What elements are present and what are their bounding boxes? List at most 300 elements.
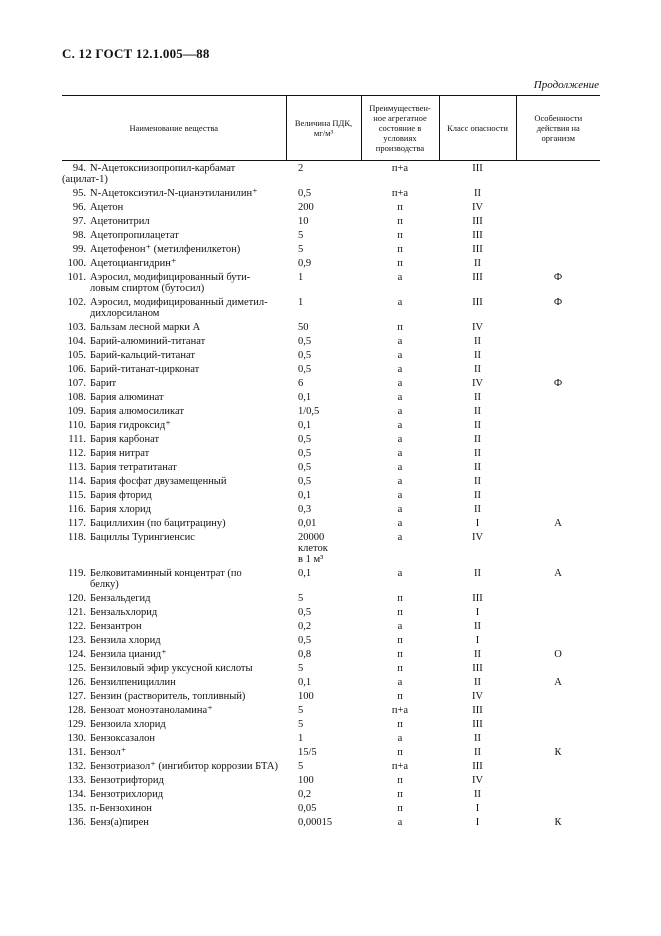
pdk-value: 0,1 [298, 419, 312, 431]
pdk-value: 5 [298, 704, 304, 716]
row-index: 119. [68, 567, 86, 579]
substance-name: Бария карбонат [90, 433, 160, 445]
pdk-cell [286, 348, 361, 362]
row-index: 115. [68, 489, 86, 501]
hazard-class-cell: IV [471, 774, 484, 786]
table-row [62, 689, 600, 703]
aggregate-state-cell: п [397, 215, 403, 227]
substance-name: Ацетофенон⁺ (метилфенилкетон) [90, 243, 241, 255]
pdk-value: 0,5 [298, 461, 312, 473]
hazard-class-cell: II [474, 567, 481, 579]
substance-name: Бария хлорид [90, 503, 151, 515]
substance-name-cell [62, 474, 286, 488]
substance-name-cell [62, 731, 286, 745]
aggregate-state-cell: а [397, 620, 403, 632]
aggregate-state-cell: а [397, 503, 403, 515]
pdk-cell [286, 256, 361, 270]
aggregate-state-cell: п [397, 321, 403, 333]
substance-name: Ацетонитрил [90, 215, 150, 227]
substance-name: Бария фосфат двузамещенный [90, 475, 227, 487]
hazard-class-cell: I [475, 802, 480, 814]
aggregate-state-cell: а [397, 816, 403, 828]
pdk-value: 100 [298, 690, 314, 702]
pdk-cell [286, 633, 361, 647]
effect-cell [516, 605, 600, 619]
pdk-value: 1/0,5 [298, 405, 320, 417]
pdk-cell [286, 320, 361, 334]
substance-name: Бензоат моноэтаноламина⁺ [90, 704, 213, 716]
pdk-cell [286, 242, 361, 256]
substance-name-cell [62, 348, 286, 362]
table-row [62, 418, 600, 432]
substance-name-cell [62, 242, 286, 256]
row-index: 134. [67, 788, 86, 800]
aggregate-state-cell: а [397, 517, 403, 529]
effect-cell [516, 186, 600, 200]
pdk-cell [286, 530, 361, 566]
aggregate-state-cell: п [397, 718, 403, 730]
table-row [62, 295, 600, 320]
pdk-cell [286, 432, 361, 446]
pdk-value: 0,00015 [298, 816, 333, 828]
hazard-class-cell: II [474, 335, 481, 347]
effect-cell: Ф [553, 296, 563, 308]
aggregate-state-cell: п+а [391, 760, 409, 772]
page-header: С. 12 ГОСТ 12.1.005—88 [62, 46, 210, 61]
effect-cell [516, 717, 600, 731]
pdk-cell [286, 228, 361, 242]
aggregate-state-cell: п [397, 788, 403, 800]
hazard-class-cell: III [472, 229, 483, 241]
hazard-class-cell: IV [471, 201, 484, 213]
pdk-value: 50 [298, 321, 309, 333]
pdk-value: 1 [298, 732, 304, 744]
effect-cell [516, 418, 600, 432]
row-index: 122. [67, 620, 86, 632]
effect-cell [516, 446, 600, 460]
substance-name-cell [62, 390, 286, 404]
pdk-cell [286, 801, 361, 815]
hazard-class-cell: II [474, 648, 481, 660]
substance-name-cell [62, 530, 286, 566]
pdk-value: 10 [298, 215, 309, 227]
row-index: 125. [67, 662, 86, 674]
table-row [62, 404, 600, 418]
aggregate-state-cell: а [397, 377, 403, 389]
row-index: 135. [67, 802, 86, 814]
effect-cell: А [554, 676, 562, 688]
table-row [62, 348, 600, 362]
row-index: 102. [67, 296, 86, 308]
substance-name-cell [62, 200, 286, 214]
substance-name: Бария гидроксид⁺ [90, 419, 171, 431]
substance-name: Бензиловый эфир уксусной кислоты [90, 662, 253, 674]
table-row [62, 619, 600, 633]
substance-name-cell [62, 362, 286, 376]
row-index: 100. [67, 257, 86, 269]
row-index: 111. [68, 433, 86, 445]
substance-name: Бациллихин (по бацитрацину) [90, 517, 226, 529]
aggregate-state-cell: п [397, 229, 403, 241]
pdk-value: 20000 [298, 531, 325, 543]
pdk-cell [286, 200, 361, 214]
table-row [62, 745, 600, 759]
row-index: 113. [68, 461, 86, 473]
pdk-value: 0,5 [298, 475, 312, 487]
row-index: 120. [67, 592, 86, 604]
table-row [62, 214, 600, 228]
row-index: 123. [67, 634, 86, 646]
hazard-class-cell: II [474, 732, 481, 744]
aggregate-state-cell: п [397, 662, 403, 674]
pdk-cell [286, 161, 361, 187]
hazard-class-cell: IV [471, 377, 484, 389]
pdk-value: 0,5 [298, 447, 312, 459]
substance-name: Бензол⁺ [90, 746, 127, 758]
pdk-value: 0,2 [298, 620, 312, 632]
substances-table-wrap [62, 95, 600, 829]
table-row [62, 516, 600, 530]
table-row [62, 731, 600, 745]
substance-name-cell [62, 488, 286, 502]
table-row [62, 801, 600, 815]
hazard-class-cell: III [472, 718, 483, 730]
row-index: 109. [67, 405, 86, 417]
substance-name-cell [62, 418, 286, 432]
hazard-class-cell: II [474, 349, 481, 361]
pdk-cell [286, 376, 361, 390]
pdk-cell [286, 619, 361, 633]
aggregate-state-cell: п+а [391, 704, 409, 716]
pdk-cell [286, 745, 361, 759]
hazard-class-cell: IV [471, 690, 484, 702]
row-index: 101. [67, 271, 86, 283]
substance-name: Бензила хлорид [90, 634, 161, 646]
aggregate-state-cell: а [397, 567, 403, 579]
effect-cell [516, 432, 600, 446]
table-row [62, 488, 600, 502]
pdk-cell [286, 390, 361, 404]
substance-name-continuation: дихлорсиланом [90, 307, 160, 319]
pdk-value: 100 [298, 774, 314, 786]
row-index: 112. [68, 447, 86, 459]
hazard-class-cell: I [475, 816, 480, 828]
table-row [62, 717, 600, 731]
substance-name-cell [62, 689, 286, 703]
pdk-value: 15/5 [298, 746, 317, 758]
substance-name: Бензоксазалон [90, 732, 155, 744]
substance-name-continuation: ловым спиртом (бутосил) [90, 282, 205, 294]
effect-cell [516, 404, 600, 418]
table-row [62, 591, 600, 605]
effect-cell: К [554, 816, 562, 828]
pdk-cell [286, 815, 361, 829]
substance-name: Бензотрихлорид [90, 788, 164, 800]
effect-cell [516, 731, 600, 745]
substance-name: Бария фторид [90, 489, 152, 501]
substance-name: Бензотриазол⁺ (ингибитор коррозии БТА) [90, 760, 278, 772]
pdk-value: 0,9 [298, 257, 312, 269]
substance-name: Ацетопропилацетат [90, 229, 179, 241]
effect-cell: А [554, 517, 562, 529]
effect-cell [516, 200, 600, 214]
effect-cell [516, 214, 600, 228]
col-header-pdk: Величина ПДК, мг/м³ [286, 96, 361, 161]
substance-name-cell [62, 801, 286, 815]
aggregate-state-cell: а [397, 489, 403, 501]
pdk-value: 0,5 [298, 363, 312, 375]
pdk-cell [286, 214, 361, 228]
table-row [62, 242, 600, 256]
pdk-value: 5 [298, 718, 304, 730]
hazard-class-cell: II [474, 433, 481, 445]
pdk-cell [286, 474, 361, 488]
substance-name: Бензотрифторид [90, 774, 164, 786]
pdk-value: 6 [298, 377, 304, 389]
table-row [62, 161, 600, 187]
effect-cell [516, 787, 600, 801]
aggregate-state-cell: а [397, 335, 403, 347]
aggregate-state-cell: п [397, 243, 403, 255]
hazard-class-cell: I [475, 517, 480, 529]
substance-name: Бария тетратитанат [90, 461, 177, 473]
effect-cell [516, 773, 600, 787]
hazard-class-cell: II [474, 620, 481, 632]
pdk-value: 5 [298, 229, 304, 241]
substance-name-cell [62, 502, 286, 516]
substance-name: Бария алюминат [90, 391, 164, 403]
pdk-cell [286, 418, 361, 432]
pdk-value: 0,5 [298, 433, 312, 445]
pdk-value: 0,5 [298, 606, 312, 618]
pdk-value: 0,1 [298, 391, 312, 403]
substance-name-cell [62, 633, 286, 647]
pdk-value: 0,2 [298, 788, 312, 800]
aggregate-state-cell: а [397, 349, 403, 361]
row-index: 132. [67, 760, 86, 772]
substances-table [62, 95, 600, 829]
effect-cell [516, 474, 600, 488]
aggregate-state-cell: а [397, 447, 403, 459]
table-row [62, 362, 600, 376]
pdk-cell [286, 502, 361, 516]
pdk-value: 5 [298, 592, 304, 604]
table-row [62, 759, 600, 773]
pdk-value: 0,5 [298, 634, 312, 646]
substance-name-cell [62, 773, 286, 787]
table-row [62, 186, 600, 200]
row-index: 106. [67, 363, 86, 375]
table-row [62, 228, 600, 242]
pdk-value: 0,1 [298, 676, 312, 688]
effect-cell [516, 502, 600, 516]
hazard-class-cell: IV [471, 531, 484, 543]
effect-cell [516, 460, 600, 474]
pdk-value: 5 [298, 760, 304, 772]
substance-name-cell [62, 334, 286, 348]
pdk-cell [286, 270, 361, 295]
aggregate-state-cell: а [397, 363, 403, 375]
substance-name-cell [62, 566, 286, 591]
pdk-cell [286, 362, 361, 376]
pdk-value: 200 [298, 201, 314, 213]
pdk-cell [286, 488, 361, 502]
effect-cell [516, 488, 600, 502]
aggregate-state-cell: а [397, 405, 403, 417]
table-header-row [62, 96, 600, 161]
pdk-value: 0,01 [298, 517, 317, 529]
hazard-class-cell: II [474, 187, 481, 199]
row-index: 133. [67, 774, 86, 786]
substance-name-cell [62, 759, 286, 773]
table-row [62, 605, 600, 619]
hazard-class-cell: II [474, 419, 481, 431]
substance-name: Бальзам лесной марки А [90, 321, 201, 333]
hazard-class-cell: II [474, 405, 481, 417]
effect-cell: А [554, 567, 562, 579]
table-row [62, 200, 600, 214]
substance-name: Бензальдегид [90, 592, 151, 604]
substance-name-cell [62, 161, 286, 187]
pdk-cell [286, 689, 361, 703]
substance-name-cell [62, 295, 286, 320]
col-header-state: Преимуществен-ное агрегатное состояние в условиях производства [361, 96, 439, 161]
table-row [62, 530, 600, 566]
effect-cell [516, 228, 600, 242]
substance-name: Барит [90, 377, 117, 389]
row-index: 107. [67, 377, 86, 389]
hazard-class-cell: II [474, 788, 481, 800]
effect-cell [516, 362, 600, 376]
table-row [62, 256, 600, 270]
aggregate-state-cell: п [397, 648, 403, 660]
pdk-cell [286, 446, 361, 460]
table-row [62, 566, 600, 591]
table-row [62, 460, 600, 474]
pdk-value: 0,8 [298, 648, 312, 660]
substance-name-cell [62, 228, 286, 242]
hazard-class-cell: III [472, 162, 483, 174]
effect-cell [516, 334, 600, 348]
pdk-value: клеток [298, 542, 328, 554]
aggregate-state-cell: а [397, 419, 403, 431]
aggregate-state-cell: п [397, 774, 403, 786]
aggregate-state-cell: п [397, 634, 403, 646]
pdk-cell [286, 295, 361, 320]
pdk-value: 0,3 [298, 503, 312, 515]
substance-name-cell [62, 320, 286, 334]
table-row [62, 376, 600, 390]
pdk-cell [286, 186, 361, 200]
row-index: 108. [67, 391, 86, 403]
pdk-cell [286, 516, 361, 530]
substance-name: N-Ацетоксиизопропил-карбамат (ацилат-1) [62, 162, 236, 185]
substance-name: Бензила цианид⁺ [90, 648, 167, 660]
pdk-value: 0,5 [298, 187, 312, 199]
aggregate-state-cell: п [397, 802, 403, 814]
pdk-value: 0,5 [298, 335, 312, 347]
pdk-cell [286, 717, 361, 731]
table-row [62, 432, 600, 446]
substance-name-continuation: белку) [90, 578, 119, 590]
aggregate-state-cell: а [397, 296, 403, 308]
hazard-class-cell: IV [471, 321, 484, 333]
aggregate-state-cell: а [397, 732, 403, 744]
aggregate-state-cell: п [397, 257, 403, 269]
row-index: 114. [68, 475, 86, 487]
row-index: 129. [67, 718, 86, 730]
substance-name-cell [62, 675, 286, 689]
effect-cell [516, 256, 600, 270]
pdk-cell [286, 731, 361, 745]
substance-name-cell [62, 605, 286, 619]
substance-name-cell [62, 703, 286, 717]
pdk-cell [286, 703, 361, 717]
substance-name-cell [62, 647, 286, 661]
pdk-cell [286, 661, 361, 675]
aggregate-state-cell: а [397, 676, 403, 688]
row-index: 104. [67, 335, 86, 347]
row-index: 128. [67, 704, 86, 716]
table-row [62, 661, 600, 675]
row-index: 121. [67, 606, 86, 618]
hazard-class-cell: I [475, 634, 480, 646]
pdk-cell [286, 647, 361, 661]
table-row [62, 390, 600, 404]
hazard-class-cell: II [474, 503, 481, 515]
hazard-class-cell: III [472, 296, 483, 308]
table-body [62, 161, 600, 830]
aggregate-state-cell: а [397, 461, 403, 473]
table-row [62, 787, 600, 801]
row-index: 95. [72, 187, 86, 199]
hazard-class-cell: II [474, 257, 481, 269]
aggregate-state-cell: п [397, 592, 403, 604]
pdk-cell [286, 787, 361, 801]
row-index: 96. [72, 201, 86, 213]
row-index: 110. [68, 419, 86, 431]
substance-name-cell [62, 591, 286, 605]
effect-cell [516, 759, 600, 773]
substance-name-cell [62, 270, 286, 295]
substance-name-cell [62, 376, 286, 390]
row-index: 94. [72, 162, 86, 174]
substance-name: Бензин (растворитель, топливный) [90, 690, 246, 702]
substance-name-cell [62, 446, 286, 460]
pdk-cell [286, 334, 361, 348]
effect-cell: Ф [553, 271, 563, 283]
substance-name-cell [62, 516, 286, 530]
pdk-cell [286, 605, 361, 619]
pdk-value: 5 [298, 243, 304, 255]
aggregate-state-cell: п+а [391, 162, 409, 174]
aggregate-state-cell: а [397, 531, 403, 543]
hazard-class-cell: II [474, 475, 481, 487]
hazard-class-cell: III [472, 271, 483, 283]
substance-name: Аэросил, модифицированный диметил- [90, 296, 268, 308]
substance-name: Бензальхлорид [90, 606, 158, 618]
col-header-class: Класс опасности [439, 96, 516, 161]
effect-cell [516, 591, 600, 605]
pdk-cell [286, 591, 361, 605]
row-index: 131. [67, 746, 86, 758]
substance-name: Бензоила хлорид [90, 718, 166, 730]
substance-name: Барий-алюминий-титанат [90, 335, 206, 347]
table-row [62, 773, 600, 787]
pdk-value: 0,1 [298, 489, 312, 501]
row-index: 117. [68, 517, 86, 529]
aggregate-state-cell: п [397, 746, 403, 758]
